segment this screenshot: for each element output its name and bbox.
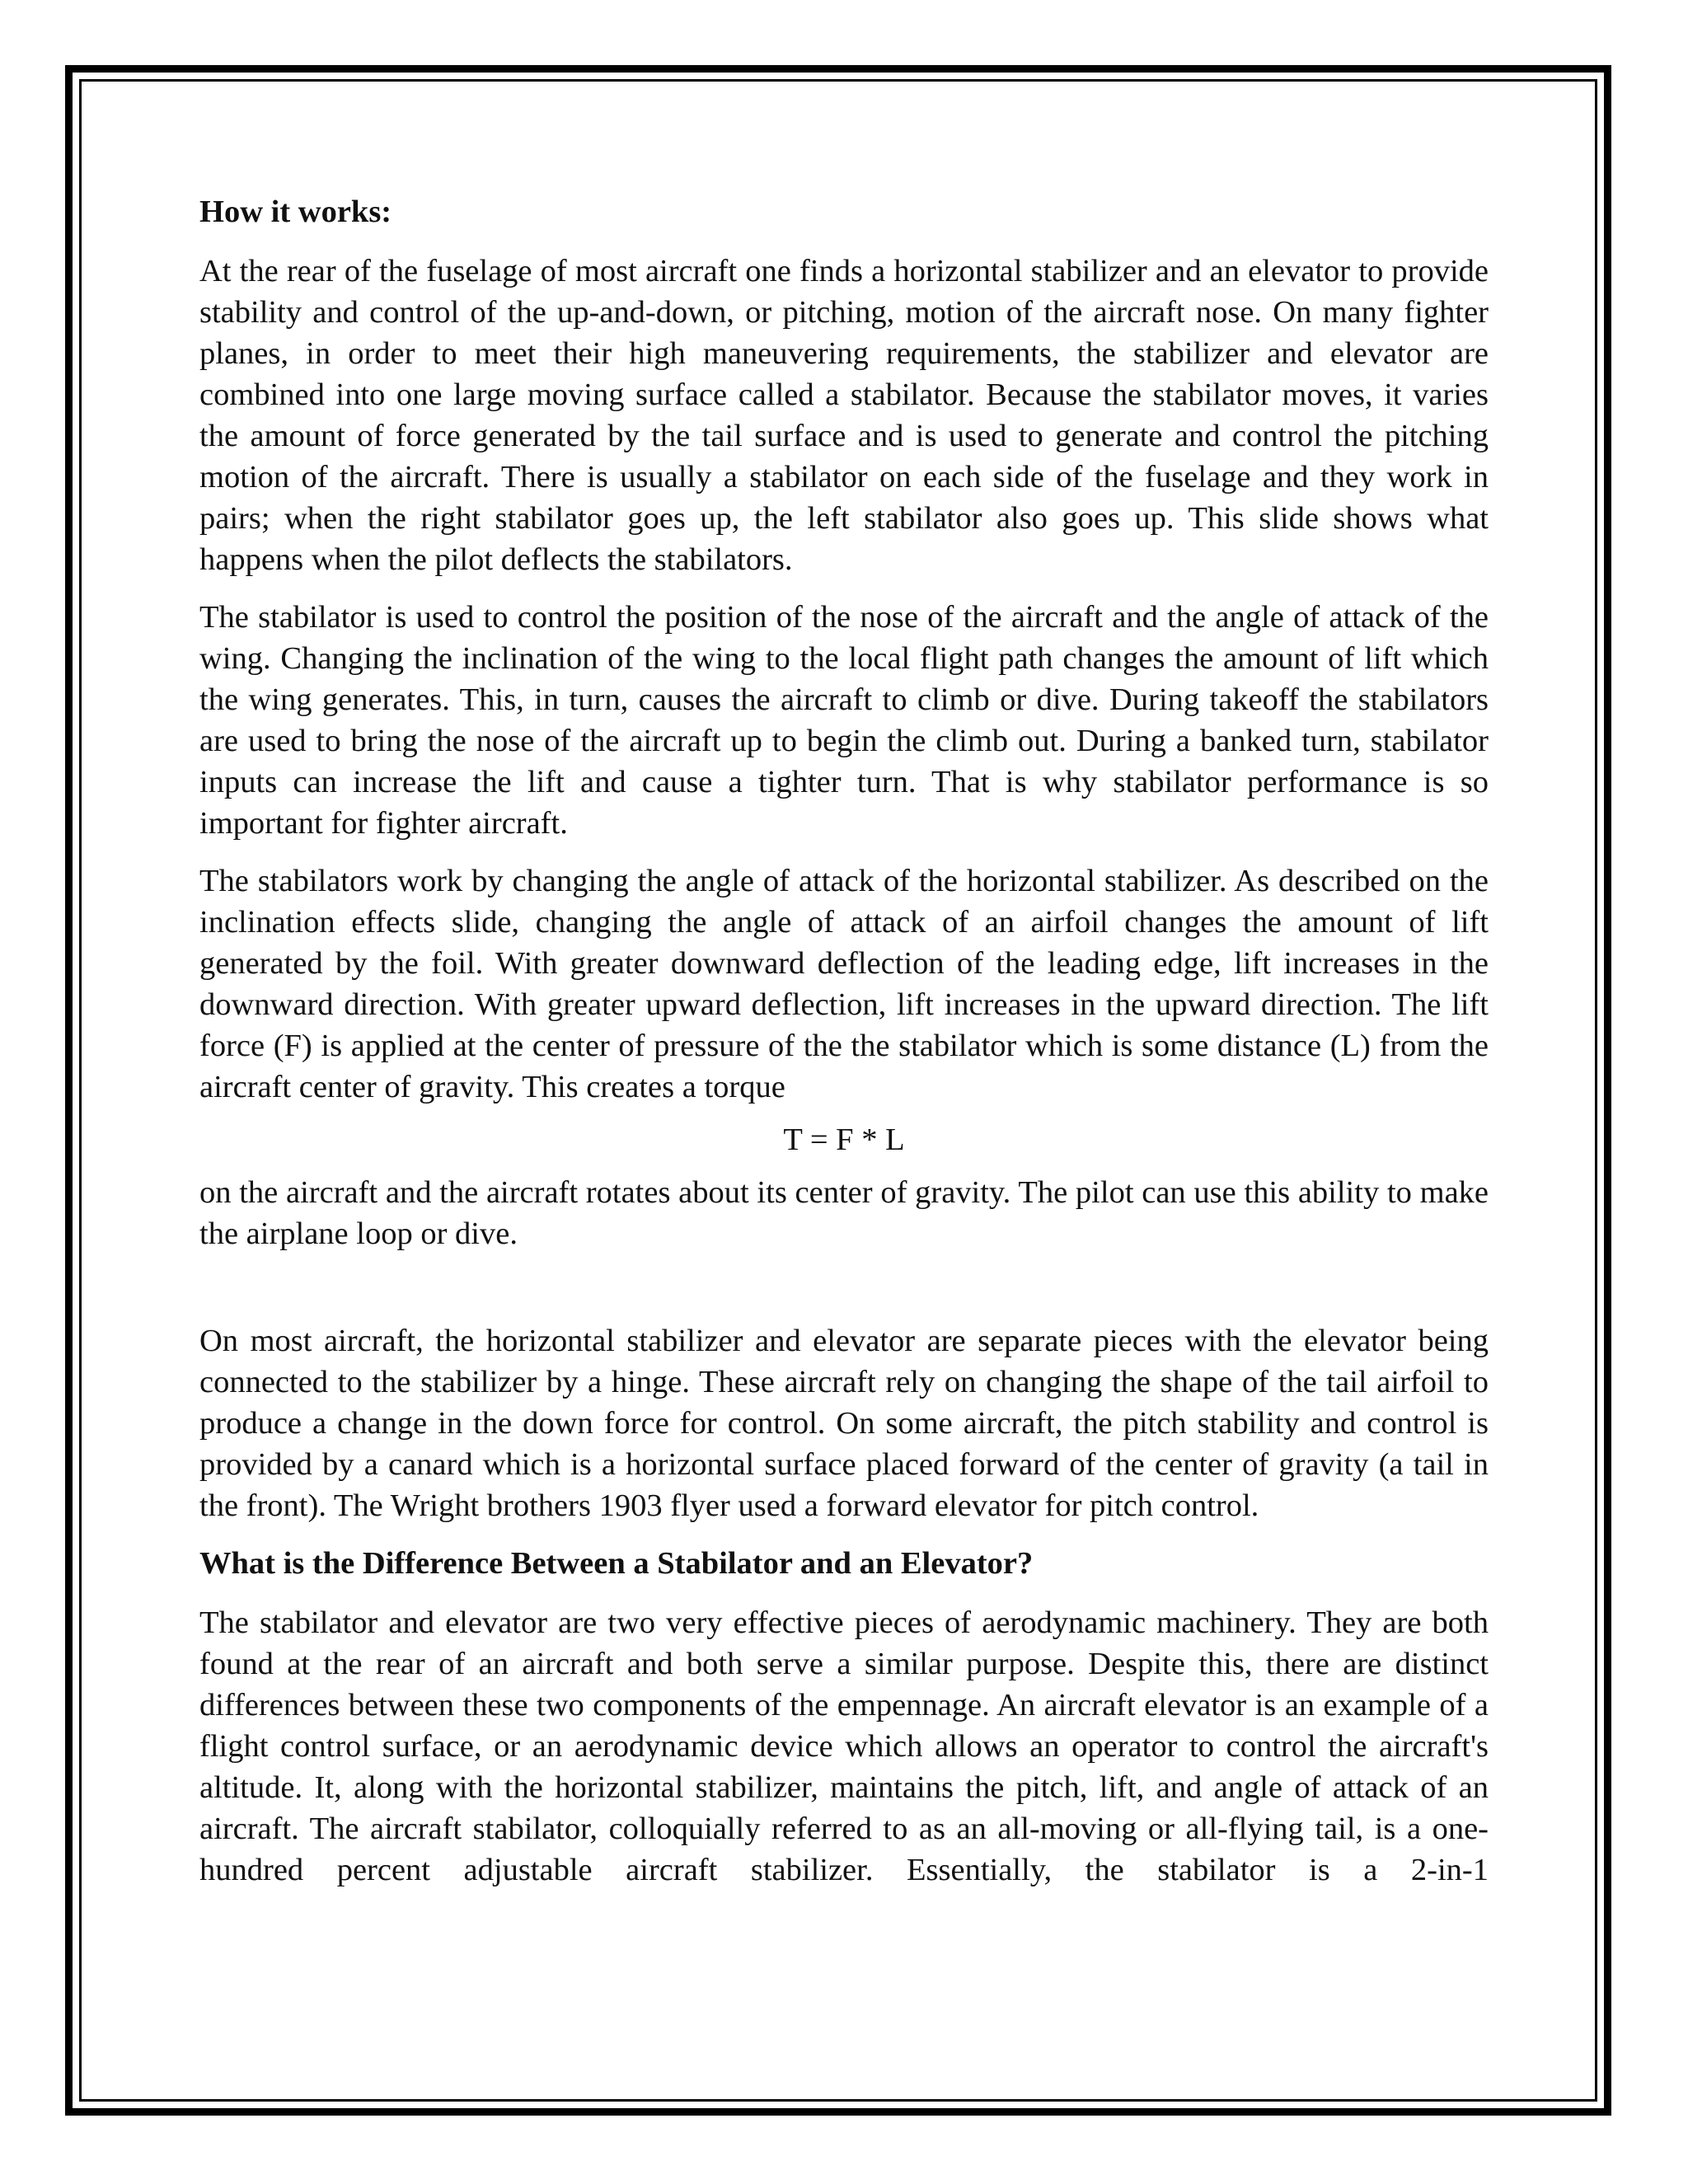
document-body [199,191,1489,1891]
section-heading-difference: What is the Difference Between a Stabilator and an Elevator? [199,1546,1034,1581]
paragraph-2: The stabilator is used to control the position of the nose of the aircraft and the angle of attack of the wing. Changing the inclination of the wing to the local flight path changes the amount of lift which the wing generates. This, in turn, causes the aircraft to climb or dive. During takeoff the stabilators are used to bring the nose of the aircraft up to begin the climb out. During a banked turn, stabilator inputs can increase the lift and cause a tighter turn. That is why stabilator performance is so important for fighter aircraft. [199,600,1489,841]
paragraph-5: On most aircraft, the horizontal stabilizer and elevator are separate pieces with the elevator being connected to the stabilizer by a hinge. These aircraft rely on changing the shape of the tail airfoil to produce a change in the down force for control. On some aircraft, the pitch stability and control is provided by a canard which is a horizontal surface placed forward of the center of gravity (a tail in the front). The Wright brothers 1903 flyer used a forward elevator for pitch control. [199,1324,1489,1523]
section-heading-how-it-works: How it works: [199,194,392,229]
paragraph-3: The stabilators work by changing the angle of attack of the horizontal stabilizer. As described on the inclination effects slide, changing the angle of attack of an airfoil changes the amount of lift generated by the foil. With greater downward deflection of the leading edge, lift increases in the downward direction. With greater upward deflection, lift increases in the upward direction. The lift force (F) is applied at the center of pressure of the the stabilator which is some distance (L) from the aircraft center of gravity. This creates a torque [199,864,1489,1104]
torque-formula: T = F * L [783,1122,905,1157]
paragraph-4: on the aircraft and the aircraft rotates about its center of gravity. The pilot can use this ability to make the airplane loop or dive. [199,1175,1489,1251]
paragraph-1: At the rear of the fuselage of most aircraft one finds a horizontal stabilizer and an elevator to provide stability and control of the up-and-down, or pitching, motion of the aircraft nose. On many fighter planes, in order to meet their high maneuvering requirements, the stabilizer and elevator are combined into one large moving surface called a stabilator. Because the stabilator moves, it varies the amount of force generated by the tail surface and is used to generate and control the pitching motion of the aircraft. There is usually a stabilator on each side of the fuselage and they work in pairs; when the right stabilator goes up, the left stabilator also goes up. This slide shows what happens when the pilot deflects the stabilators. [199,254,1489,577]
spacer [199,1271,1489,1320]
paragraph-6: The stabilator and elevator are two very effective pieces of aerodynamic machinery. They are both found at the rear of an aircraft and both serve a similar purpose. Despite this, there are distinct differences between these two components of the empennage. An aircraft elevator is an example of a flight control surface, or an aerodynamic device which allows an operator to control the aircraft's altitude. It, along with the horizontal stabilizer, maintains the pitch, lift, and angle of attack of an aircraft. The aircraft stabilator, colloquially referred to as an all-moving or all-flying tail, is a one-hundred percent adjustable aircraft stabilizer. Essentially, the stabilator is a 2-in-1 [199,1605,1489,1887]
